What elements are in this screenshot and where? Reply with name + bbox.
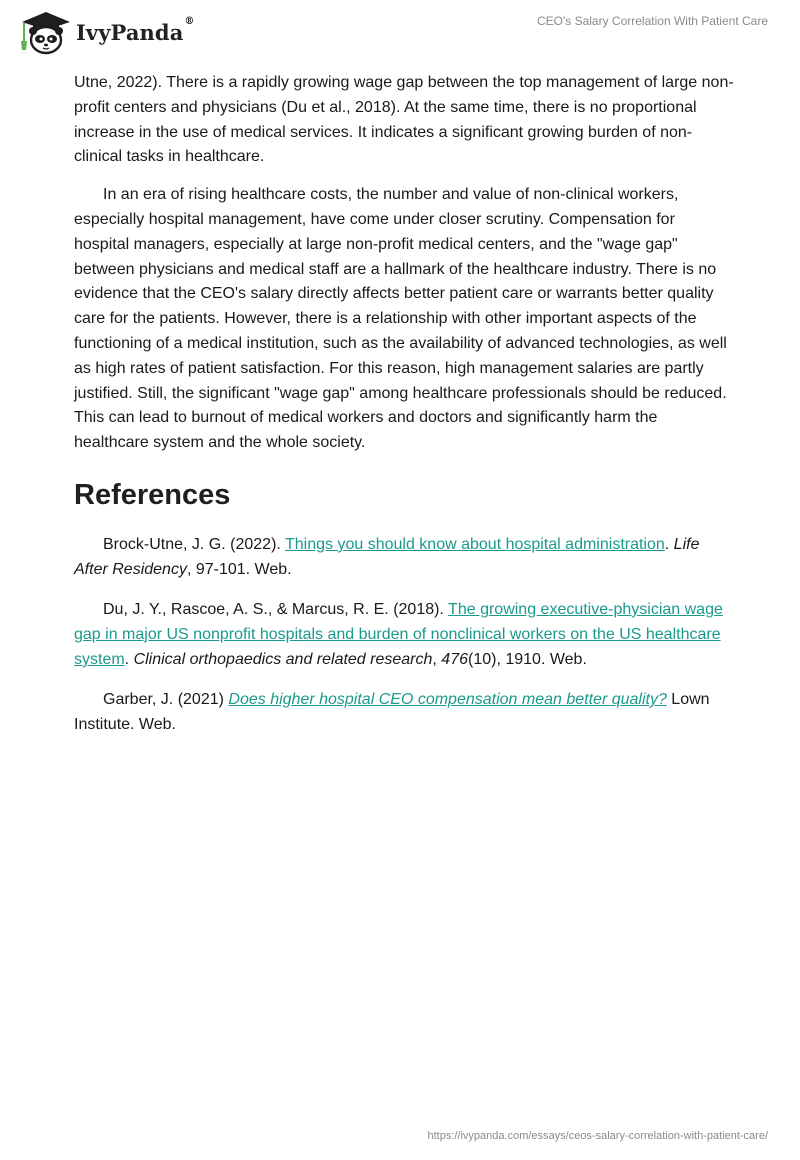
reference-publisher: Lown Institute. Web. <box>74 690 710 733</box>
body-paragraph-2: In an era of rising healthcare costs, the number and value of non-clinical workers, especially hospital management, have come under closer scrutiny. Compensation for hospital managers, especially at large non-profit medical centers, and the "wage gap" between physicians and medical staff are a hallmark of the healthcare industry. There is no evidence that the CEO's salary directly affects better patient care or warrants better quality care for the patients. However, there is a relationship with other important aspects of the functioning of a medical institution, such as the availability of advanced technologies, as well as high rates of patient satisfaction. For this reason, high management salaries are partly justified. Still, the significant "wage gap" among healthcare professionals should be reduced. This can lead to burnout of medical workers and doctors and significantly harm the healthcare system and the whole society. <box>74 186 727 452</box>
reference-link[interactable]: Does higher hospital CEO compensation mean better quality? <box>228 690 667 708</box>
registered-mark: ® <box>184 15 195 27</box>
reference-journal: Life After Residency <box>74 535 700 578</box>
reference-punctuation: . <box>664 535 674 553</box>
reference-item-2 <box>74 597 734 672</box>
ivypanda-logo[interactable] <box>16 8 195 56</box>
reference-item-1 <box>74 532 734 582</box>
reference-pages: , 97-101. Web. <box>186 560 292 578</box>
reference-punctuation: . <box>124 650 134 668</box>
footer-source-url: https://ivypanda.com/essays/ceos-salary-correlation-with-patient-care/ <box>427 1130 768 1142</box>
body-paragraph-1: Utne, 2022). There is a rapidly growing wage gap between the top management of large non-profit centers and physicians (Du et al., 2018). At the same time, there is no proportional increase in the use of medical services. It indicates a significant growing burden of non-clinical tasks in healthcare. <box>74 74 734 166</box>
references-heading: References <box>74 478 231 511</box>
reference-link[interactable]: The growing executive-physician wage gap in major US nonprofit hospitals and burden of nonclinical workers on the US healthcare system <box>74 600 723 668</box>
reference-journal: Clinical orthopaedics and related research <box>133 650 433 668</box>
reference-authors: Brock-Utne, J. G. (2022). <box>103 535 285 553</box>
page-header <box>0 0 800 66</box>
reference-pages: (10), 1910. Web. <box>468 650 587 668</box>
reference-link[interactable]: Things you should know about hospital administration <box>285 535 665 553</box>
reference-volume: 476 <box>441 650 468 668</box>
essay-content <box>74 71 734 752</box>
panda-graduation-cap-icon <box>16 8 74 56</box>
document-title: CEO's Salary Correlation With Patient Care <box>536 14 768 28</box>
reference-item-3 <box>74 687 734 737</box>
reference-authors: Garber, J. (2021) <box>103 690 229 708</box>
reference-authors: Du, J. Y., Rascoe, A. S., & Marcus, R. E. (2018). <box>103 600 449 618</box>
reference-punctuation: , <box>432 650 442 668</box>
logo-text: IvyPanda® <box>76 15 195 45</box>
